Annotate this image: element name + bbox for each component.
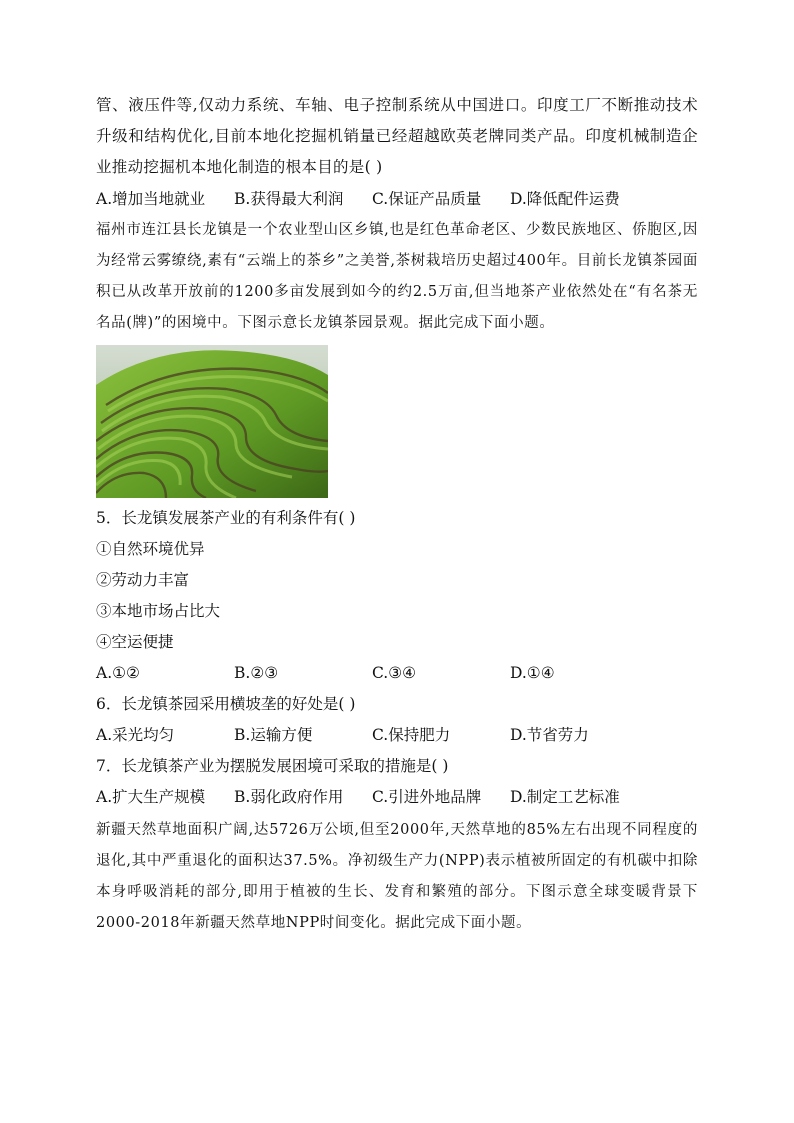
option-d[interactable]: D.节省劳力 (510, 726, 589, 744)
question-5-item-2: ②劳动力丰富 (96, 571, 190, 589)
hill-shape (96, 350, 328, 498)
option-b[interactable]: B.获得最大利润 (234, 190, 344, 208)
question-5-item-1: ①自然环境优异 (96, 540, 205, 558)
question-5-item-4: ④空运便捷 (96, 633, 174, 651)
option-a[interactable]: A.采光均匀 (96, 726, 175, 744)
question-4-stem: 管、液压件等,仅动力系统、车轴、电子控制系统从中国进口。印度工厂不断推动技术升级和结构优化,目前本地化挖掘机销量已经超越欧英老牌同类产品。印度机械制造企业推动挖掘机本地化制造的根本目的是( ) (96, 96, 698, 176)
question-6-stem: 6．长龙镇茶园采用横坡垄的好处是( ) (96, 695, 356, 713)
option-d[interactable]: D.①④ (510, 664, 555, 682)
question-6-options (96, 720, 698, 751)
option-a[interactable]: A.①② (96, 664, 140, 682)
question-5-options (96, 658, 698, 689)
question-7-options (96, 782, 698, 813)
option-b[interactable]: B.运输方便 (234, 726, 313, 744)
option-c[interactable]: C.引进外地品牌 (372, 788, 482, 806)
passage-xinjiang-grassland: 新疆天然草地面积广阔,达5726万公顷,但至2000年,天然草地的85%左右出现不同程度的退化,其中严重退化的面积达37.5%。净初级生产力(NPP)表示植被所固定的有机碳中扣除本身呼吸消耗的部分,即用于植被的生长、发育和繁殖的部分。下图示意全球变暖背景下2000-2018年新疆天然草地NPP时间变化。据此完成下面小题。 (96, 822, 698, 931)
question-7-stem: 7．长龙镇茶产业为摆脱发展困境可采取的措施是( ) (96, 757, 449, 775)
option-c[interactable]: C.③④ (372, 664, 417, 682)
option-b[interactable]: B.②③ (234, 664, 279, 682)
passage-changlong: 福州市连江县长龙镇是一个农业型山区乡镇,也是红色革命老区、少数民族地区、侨胞区,因为经常云雾缭绕,素有“云端上的茶乡”之美誉,茶树栽培历史超过400年。目前长龙镇茶园面积已从改革开放前的1200多亩发展到如今的约2.5万亩,但当地茶产业依然处在“有名茶无名品(牌)”的困境中。下图示意长龙镇茶园景观。据此完成下面小题。 (96, 222, 698, 331)
question-5-stem: 5．长龙镇发展茶产业的有利条件有( ) (96, 509, 356, 527)
option-d[interactable]: D.制定工艺标准 (510, 788, 620, 806)
option-a[interactable]: A.扩大生产规模 (96, 788, 206, 806)
question-5-item-3: ③本地市场占比大 (96, 602, 221, 620)
option-b[interactable]: B.弱化政府作用 (234, 788, 344, 806)
tea-garden-photo (96, 345, 328, 498)
option-c[interactable]: C.保持肥力 (372, 726, 451, 744)
option-d[interactable]: D.降低配件运费 (510, 190, 620, 208)
question-4-options (96, 184, 698, 215)
option-c[interactable]: C.保证产品质量 (372, 190, 482, 208)
terraced-hill-illustration (96, 345, 328, 498)
option-a[interactable]: A.增加当地就业 (96, 190, 206, 208)
